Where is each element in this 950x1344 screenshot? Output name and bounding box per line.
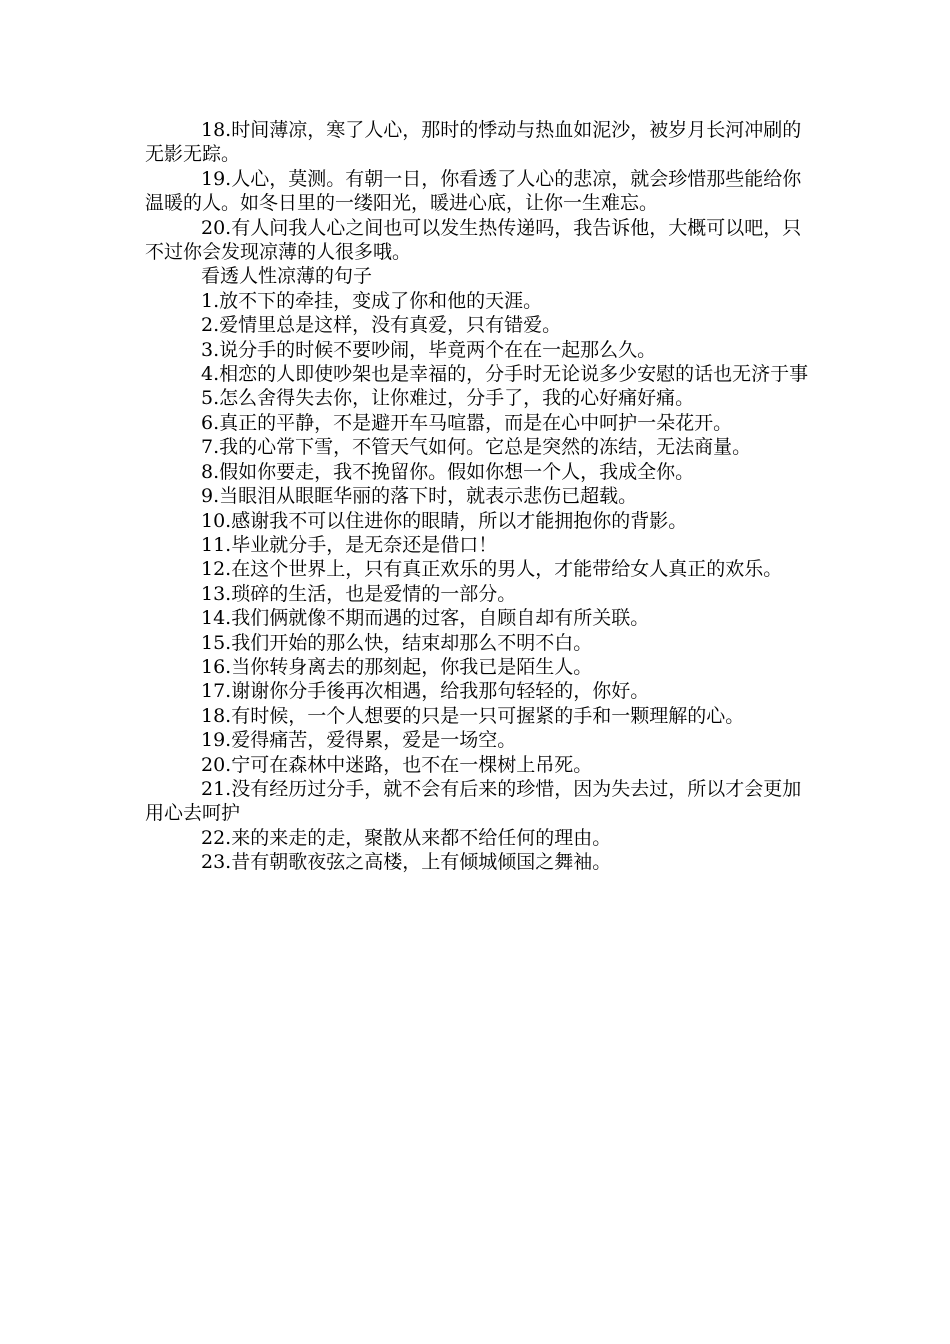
paragraph-quote-15: 15.我们开始的那么快，结束却那么不明不白。 bbox=[201, 631, 593, 654]
paragraph-quote-19a: 19.人心，莫测。有朝一日，你看透了人心的悲凉，就会珍惜那些能给你温暖的人。如冬日里的一缕阳光，暖进心底，让你一生难忘。 bbox=[145, 167, 802, 215]
paragraph-quote-17: 17.谢谢你分手後再次相遇，给我那句轻轻的，你好。 bbox=[201, 680, 650, 703]
paragraph-quote-3: 3.说分手的时候不要吵闹，毕竟两个在在一起那么久。 bbox=[201, 338, 657, 361]
paragraph-quote-1: 1.放不下的牵挂，变成了你和他的天涯。 bbox=[201, 289, 543, 312]
paragraph-quote-2: 2.爱情里总是这样，没有真爱，只有错爱。 bbox=[201, 314, 562, 337]
paragraph-quote-20b: 20.宁可在森林中迷路，也不在一棵树上吊死。 bbox=[201, 753, 593, 776]
section-heading: 看透人性凉薄的句子 bbox=[201, 265, 373, 288]
paragraph-quote-8: 8.假如你要走，我不挽留你。假如你想一个人，我成全你。 bbox=[201, 460, 695, 483]
paragraph-quote-22: 22.来的来走的走，聚散从来都不给任何的理由。 bbox=[201, 826, 612, 849]
paragraph-quote-6: 6.真正的平静，不是避开车马喧嚣，而是在心中呵护一朵花开。 bbox=[201, 411, 733, 434]
paragraph-quote-13: 13.琐碎的生活，也是爱情的一部分。 bbox=[201, 582, 517, 605]
paragraph-quote-12: 12.在这个世界上，只有真正欢乐的男人，才能带给女人真正的欢乐。 bbox=[201, 558, 783, 581]
paragraph-quote-10: 10.感谢我不可以住进你的眼睛，所以才能拥抱你的背影。 bbox=[201, 509, 688, 532]
paragraph-quote-18b: 18.有时候，一个人想要的只是一只可握紧的手和一颗理解的心。 bbox=[201, 704, 745, 727]
paragraph-quote-23: 23.昔有朝歌夜弦之高楼，上有倾城倾国之舞袖。 bbox=[201, 851, 612, 874]
paragraph-quote-14: 14.我们俩就像不期而遇的过客，自顾自却有所关联。 bbox=[201, 607, 650, 630]
paragraph-quote-20a: 20.有人问我人心之间也可以发生热传递吗，我告诉他，大概可以吧，只不过你会发现凉薄的人很多哦。 bbox=[145, 216, 802, 264]
paragraph-quote-19b: 19.爱得痛苦，爱得累，爱是一场空。 bbox=[201, 729, 517, 752]
document-body bbox=[145, 118, 810, 875]
paragraph-quote-16: 16.当你转身离去的那刻起，你我已是陌生人。 bbox=[201, 655, 593, 678]
paragraph-quote-11: 11.毕业就分手，是无奈还是借口！ bbox=[201, 533, 498, 556]
paragraph-quote-21: 21.没有经历过分手，就不会有后来的珍惜，因为失去过，所以才会更加用心去呵护 bbox=[145, 777, 802, 825]
paragraph-quote-5: 5.怎么舍得失去你，让你难过，分手了，我的心好痛好痛。 bbox=[201, 387, 695, 410]
paragraph-quote-7: 7.我的心常下雪，不管天气如何。它总是突然的冻结，无法商量。 bbox=[201, 436, 752, 459]
paragraph-quote-4: 4.相恋的人即使吵架也是幸福的，分手时无论说多少安慰的话也无济于事 bbox=[201, 363, 809, 386]
paragraph-quote-18a: 18.时间薄凉，寒了人心，那时的悸动与热血如泥沙，被岁月长河冲刷的无影无踪。 bbox=[145, 119, 802, 166]
paragraph-quote-9: 9.当眼泪从眼眶华丽的落下时，就表示悲伤已超载。 bbox=[201, 485, 638, 508]
